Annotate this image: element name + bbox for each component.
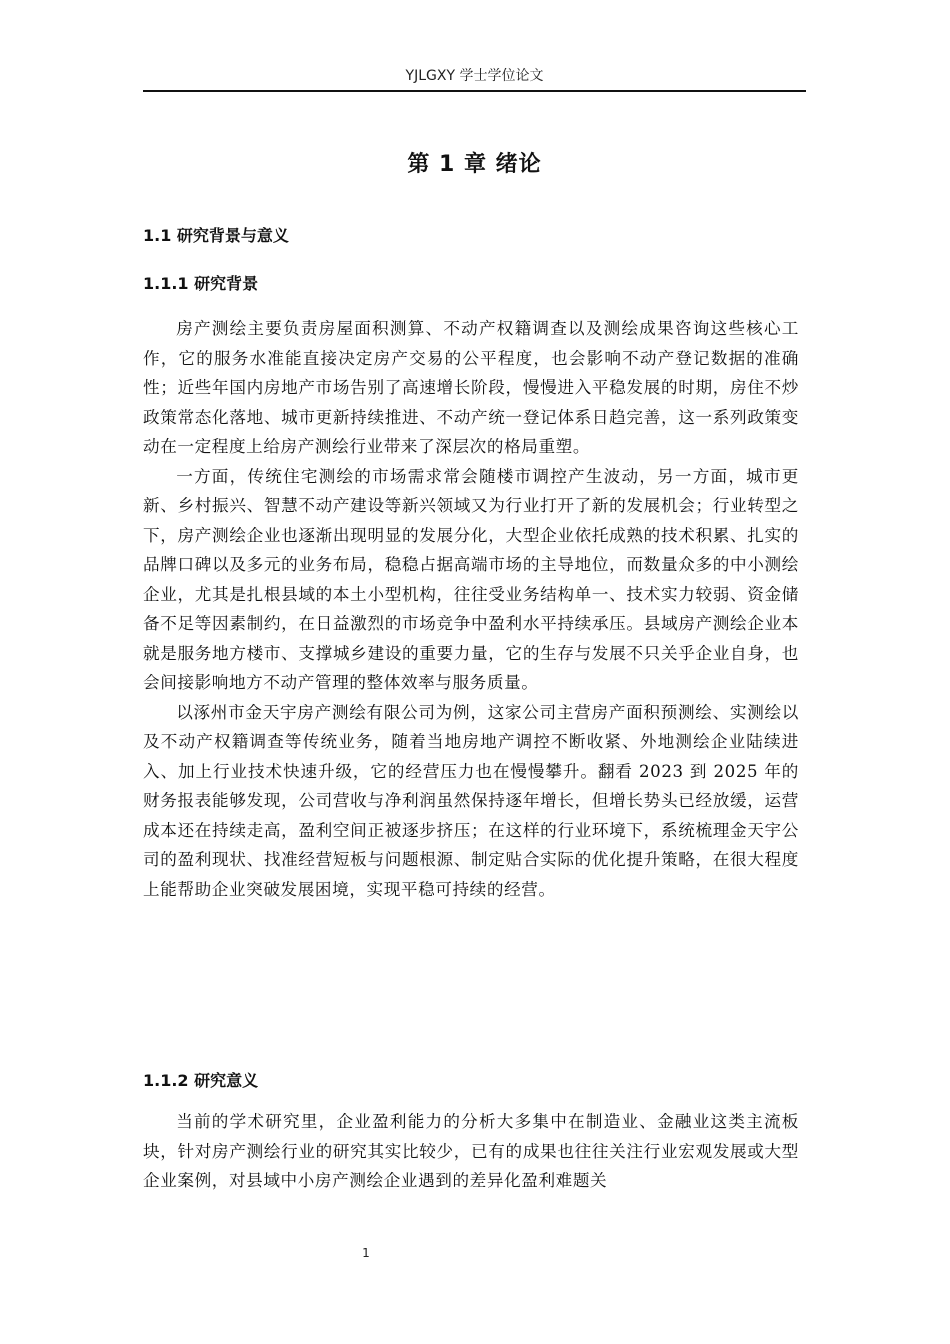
- background-section-body: [143, 314, 799, 904]
- page-header: YJLGXY 学士学位论文: [405, 68, 544, 84]
- paragraph-significance-1: 当前的学术研究里，企业盈利能力的分析大多集中在制造业、金融业这类主流板块，针对房产测绘行业的研究其实比较少，已有的成果也往往关注行业宏观发展或大型企业案例，对县域中小房产测绘企业遇到的差异化盈利难题关: [143, 1112, 799, 1190]
- paragraph-background-3: 以涿州市金天宇房产测绘有限公司为例，这家公司主营房产面积预测绘、实测绘以及不动产权籍调查等传统业务，随着当地房地产调控不断收紧、外地测绘企业陆续进入、加上行业技术快速升级，它的经营压力也在慢慢攀升。翻看 2023 到 2025 年的财务报表能够发现，公司营收与净利润虽然保持逐年增长，但增长势头已经放缓，运营成本还在持续走高，盈利空间正被逐步挤压；在这样的行业环境下，系统梳理金天宇公司的盈利现状、找准经营短板与问题根源、制定贴合实际的优化提升策略，在很大程度上能帮助企业突破发展困境，实现平稳可持续的经营。: [143, 702, 799, 899]
- section-heading-1-1: 1.1 研究背景与意义: [143, 226, 289, 245]
- paragraph-background-2: 一方面，传统住宅测绘的市场需求常会随楼市调控产生波动，另一方面，城市更新、乡村振兴、智慧不动产建设等新兴领域又为行业打开了新的发展机会；行业转型之下，房产测绘企业也逐渐出现明显的发展分化，大型企业依托成熟的技术积累、扎实的品牌口碑以及多元的业务布局，稳稳占据高端市场的主导地位，而数量众多的中小测绘企业，尤其是扎根县域的本土小型机构，往往受业务结构单一、技术实力较弱、资金储备不足等因素制约，在日益激烈的市场竞争中盈利水平持续承压。县域房产测绘企业本就是服务地方楼市、支撑城乡建设的重要力量，它的生存与发展不只关乎企业自身，也会间接影响地方不动产管理的整体效率与服务质量。: [143, 466, 799, 692]
- chapter-title: 第 1 章 绪论: [407, 152, 542, 177]
- significance-section-body: [143, 1107, 799, 1196]
- page-number: 1: [362, 1246, 370, 1260]
- header-divider: [143, 90, 806, 92]
- section-heading-1-1-1: 1.1.1 研究背景: [143, 274, 259, 293]
- paragraph-background-1: 房产测绘主要负责房屋面积测算、不动产权籍调查以及测绘成果咨询这些核心工作，它的服务水准能直接决定房产交易的公平程度，也会影响不动产登记数据的准确性；近些年国内房地产市场告别了高速增长阶段，慢慢进入平稳发展的时期，房住不炒政策常态化落地、城市更新持续推进、不动产统一登记体系日趋完善，这一系列政策变动在一定程度上给房产测绘行业带来了深层次的格局重塑。: [143, 319, 799, 456]
- section-heading-1-1-2: 1.1.2 研究意义: [143, 1071, 259, 1090]
